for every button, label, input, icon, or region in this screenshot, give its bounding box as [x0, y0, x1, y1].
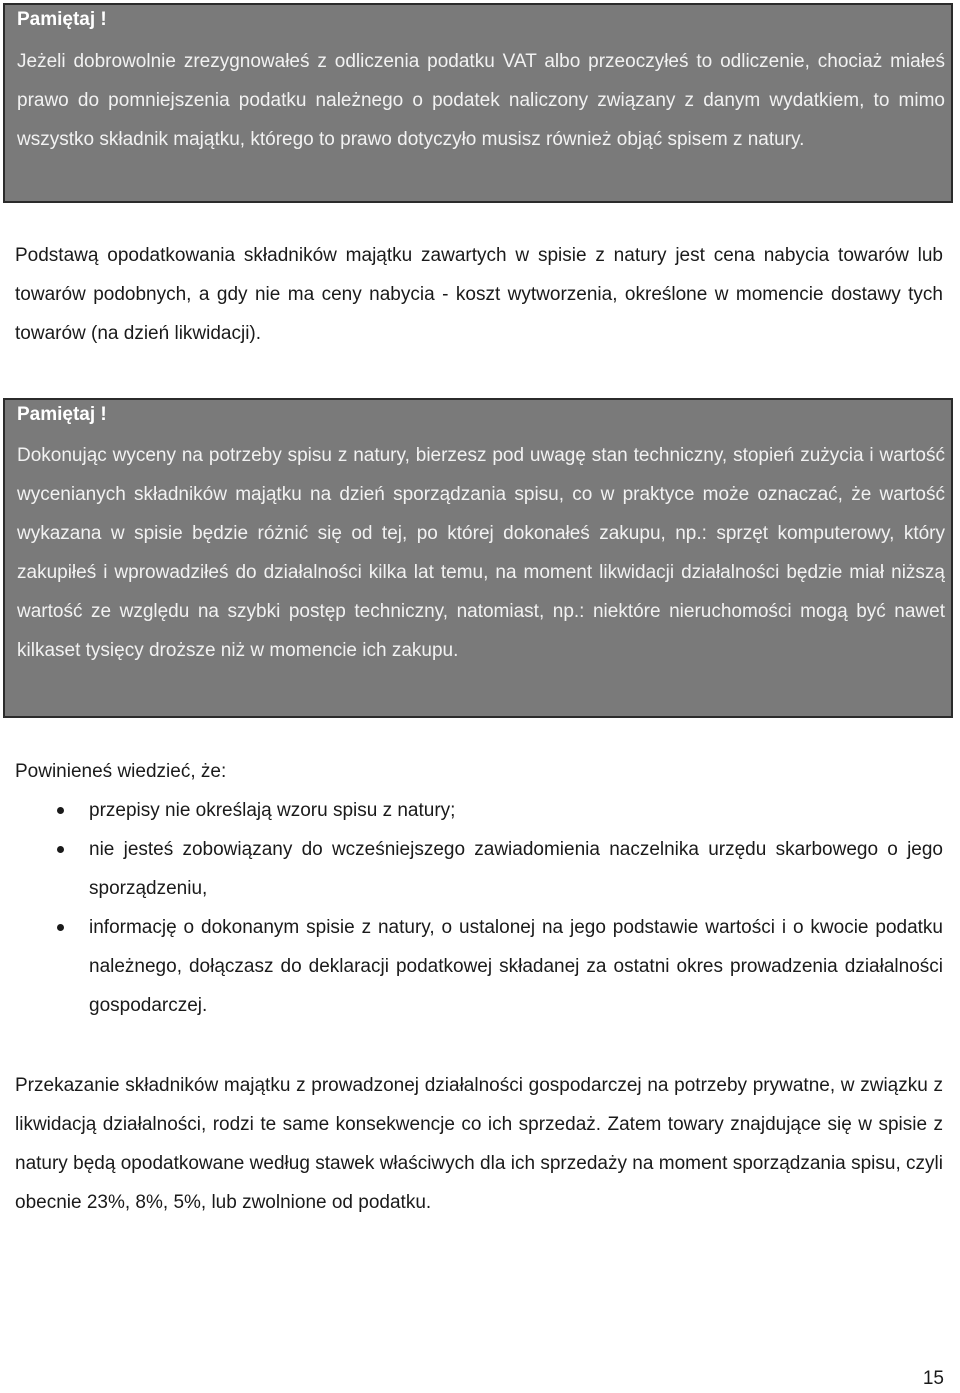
list-item — [15, 908, 943, 1025]
list-item — [15, 791, 943, 830]
reminder-box-vat — [3, 3, 953, 203]
bullet-dot-icon — [57, 924, 64, 931]
bullet-dot-icon — [57, 846, 64, 853]
reminder-text: Jeżeli dobrowolnie zrezygnowałeś z odliczenia podatku VAT albo przeoczyłeś to odliczenie, chociaż miałeś prawo do pomniejszenia podatku należnego o podatek naliczony związany z danym wydatkiem, to mimo wszystko składnik majątku, którego to prawo dotyczyło musisz również objąć spisem z natury. — [17, 51, 945, 150]
paragraph-should-know: Powinieneś wiedzieć, że: — [15, 761, 227, 782]
paragraph-tax-base: Podstawą opodatkowania składników majątku zawartych w spisie z natury jest cena nabycia towarów lub towarów podobnych, a gdy nie ma ceny nabycia - koszt wytworzenia, określone w momencie dostawy tych towarów (na dzień likwidacji). — [15, 245, 943, 344]
bullet-list — [15, 791, 943, 1025]
reminder-box-valuation — [3, 398, 953, 718]
list-item-text: informację o dokonanym spisie z natury, o ustalonej na jego podstawie wartości i o kwocie podatku należnego, dołączasz do deklaracji podatkowej składanej za ostatni okres prowadzenia działalności gospodarczej. — [89, 917, 943, 1016]
list-item-text: przepisy nie określają wzoru spisu z natury; — [89, 800, 456, 821]
bullet-dot-icon — [57, 807, 64, 814]
list-item — [15, 830, 943, 908]
reminder-title: Pamiętaj ! — [17, 9, 107, 30]
list-item-text: nie jesteś zobowiązany do wcześniejszego zawiadomienia naczelnika urzędu skarbowego o jego sporządzeniu, — [89, 839, 943, 899]
page-number: 15 — [922, 1368, 944, 1389]
reminder-title: Pamiętaj ! — [17, 404, 107, 425]
reminder-text: Dokonując wyceny na potrzeby spisu z natury, bierzesz pod uwagę stan techniczny, stopień zużycia i wartość wycenianych składników majątku na dzień sporządzania spisu, co w praktyce może oznaczać, że wartość wykazana w spisie będzie różnić się od tej, po której dokonałeś zakupu, np.: sprzęt komputerowy, który zakupiłeś i wprowadziłeś do działalności kilka lat temu, na moment likwidacji działalności będzie miał niższą wartość ze względu na szybki postęp techniczny, natomiast, np.: niektóre nieruchomości mogą być nawet kilkaset tysięcy droższe niż w momencie ich zakupu. — [17, 445, 945, 661]
paragraph-private-transfer: Przekazanie składników majątku z prowadzonej działalności gospodarczej na potrzeby prywatne, w związku z likwidacją działalności, rodzi te same konsekwencje co ich sprzedaż. Zatem towary znajdujące się w spisie z natury będą opodatkowane według stawek właściwych dla ich sprzedaży na moment sporządzania spisu, czyli obecnie 23%, 8%, 5%, lub zwolnione od podatku. — [15, 1075, 943, 1213]
